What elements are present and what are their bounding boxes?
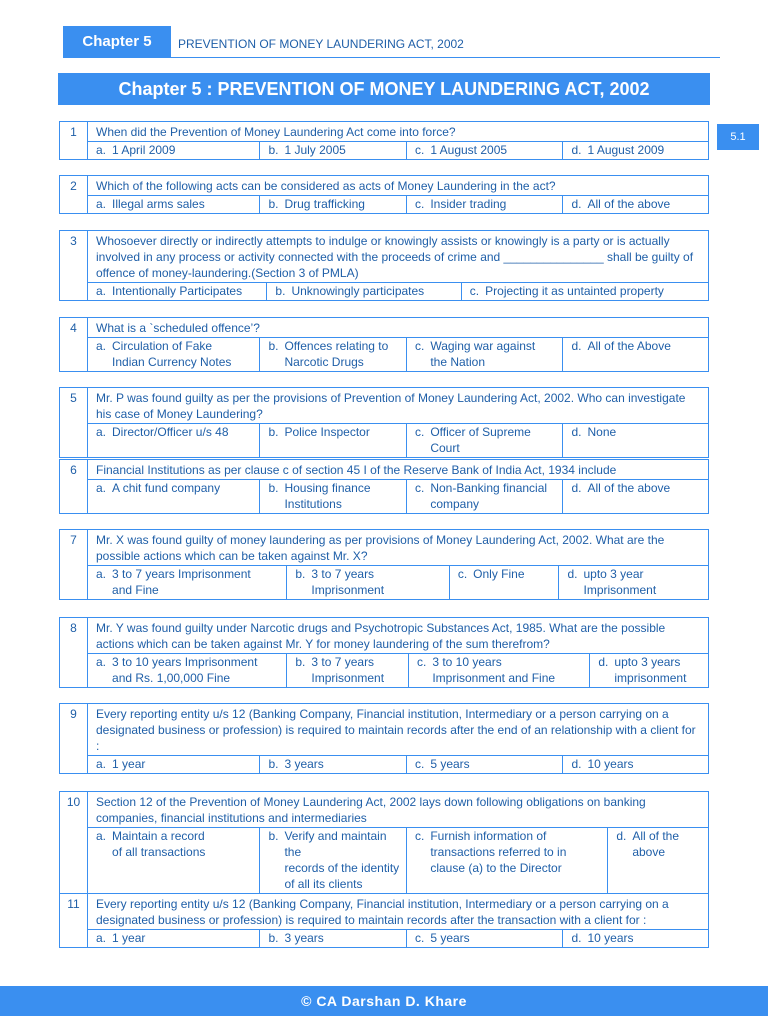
answer-options bbox=[88, 142, 708, 159]
answer-options bbox=[88, 338, 708, 371]
option-letter: c. bbox=[469, 284, 480, 298]
option-letter: b. bbox=[268, 425, 279, 439]
option-text: Offences relating to Narcotic Drugs bbox=[284, 339, 389, 369]
option-letter: a. bbox=[96, 339, 107, 353]
option-letter: c. bbox=[414, 339, 425, 353]
question-number: 10 bbox=[60, 792, 88, 893]
answer-option-d[interactable] bbox=[559, 566, 708, 599]
option-text: Insider trading bbox=[430, 197, 507, 211]
answer-option-b[interactable] bbox=[260, 196, 407, 213]
option-text: 10 years bbox=[587, 757, 634, 771]
answer-option-b[interactable] bbox=[260, 424, 407, 457]
option-text: Furnish information of transactions referred to in clause (a) to the Director bbox=[430, 829, 567, 875]
option-text: Verify and maintain the records of the identity of all its clients bbox=[284, 829, 400, 891]
answer-option-a[interactable] bbox=[88, 828, 260, 893]
answer-option-b[interactable] bbox=[260, 142, 407, 159]
question-8 bbox=[59, 617, 709, 688]
option-letter: c. bbox=[414, 197, 425, 211]
question-number: 5 bbox=[60, 388, 88, 457]
option-letter: a. bbox=[96, 567, 107, 581]
answer-option-a[interactable] bbox=[88, 424, 260, 457]
answer-option-b[interactable] bbox=[287, 654, 409, 687]
option-letter: d. bbox=[571, 757, 582, 771]
option-letter: d. bbox=[571, 425, 582, 439]
option-letter: c. bbox=[414, 829, 425, 843]
option-text: 3 to 10 years Imprisonment and Rs. 1,00,000 Fine bbox=[112, 655, 258, 685]
answer-options bbox=[88, 196, 708, 213]
option-letter: a. bbox=[96, 284, 107, 298]
answer-options bbox=[88, 283, 708, 300]
option-text: 1 August 2009 bbox=[587, 143, 665, 157]
option-text: 1 April 2009 bbox=[112, 143, 176, 157]
answer-option-a[interactable] bbox=[88, 196, 260, 213]
question-2 bbox=[59, 175, 709, 214]
option-letter: d. bbox=[571, 339, 582, 353]
answer-options bbox=[88, 654, 708, 687]
question-number: 3 bbox=[60, 231, 88, 300]
answer-option-c[interactable] bbox=[407, 142, 564, 159]
chapter-tab: Chapter 5 bbox=[63, 26, 171, 57]
answer-option-b[interactable] bbox=[260, 828, 407, 893]
option-letter: b. bbox=[268, 931, 279, 945]
answer-option-c[interactable] bbox=[407, 930, 564, 947]
option-letter: c. bbox=[414, 931, 425, 945]
question-3 bbox=[59, 230, 709, 301]
answer-option-c[interactable] bbox=[407, 828, 608, 893]
option-text: 1 August 2005 bbox=[430, 143, 508, 157]
question-number: 2 bbox=[60, 176, 88, 213]
option-text: Maintain a record of all transactions bbox=[112, 829, 206, 859]
option-text: Non-Banking financial company bbox=[430, 481, 548, 511]
option-letter: b. bbox=[268, 757, 279, 771]
answer-option-a[interactable] bbox=[88, 566, 287, 599]
option-letter: c. bbox=[414, 757, 425, 771]
option-letter: a. bbox=[96, 481, 107, 495]
option-letter: d. bbox=[571, 481, 582, 495]
question-text: Whosoever directly or indirectly attempts to indulge or knowingly assists or knowingly is a party or is actually involved in any process or activity connected with the proceeds of crime and _______________ shall be guilty of offence of money-laundering.(Section 3 of PMLA) bbox=[88, 231, 708, 283]
option-text: Director/Officer u/s 48 bbox=[112, 425, 229, 439]
answer-option-c[interactable] bbox=[409, 654, 590, 687]
question-text: Every reporting entity u/s 12 (Banking Company, Financial institution, Intermediary or a person carrying on a designated business or profession) is required to maintain records after the transaction with a client for : bbox=[88, 894, 708, 930]
answer-option-c[interactable] bbox=[407, 480, 564, 513]
option-letter: a. bbox=[96, 197, 107, 211]
answer-option-b[interactable] bbox=[260, 338, 407, 371]
answer-option-b[interactable] bbox=[260, 756, 407, 773]
option-letter: b. bbox=[295, 567, 306, 581]
option-letter: c. bbox=[414, 143, 425, 157]
option-letter: d. bbox=[571, 931, 582, 945]
answer-option-b[interactable] bbox=[260, 930, 407, 947]
option-text: 1 year bbox=[112, 931, 146, 945]
question-number: 4 bbox=[60, 318, 88, 371]
option-letter: c. bbox=[414, 481, 425, 495]
question-text: Section 12 of the Prevention of Money Laundering Act, 2002 lays down following obligations on banking companies, financial institutions and intermediaries bbox=[88, 792, 708, 828]
question-text: What is a `scheduled offence’? bbox=[88, 318, 708, 338]
question-7 bbox=[59, 529, 709, 600]
answer-option-d[interactable] bbox=[563, 338, 708, 371]
option-text: 3 years bbox=[284, 757, 324, 771]
option-letter: d. bbox=[571, 143, 582, 157]
option-letter: b. bbox=[268, 339, 279, 353]
answer-option-d[interactable] bbox=[563, 142, 708, 159]
option-text: 3 to 10 years Imprisonment and Fine bbox=[432, 655, 556, 685]
question-5 bbox=[59, 387, 709, 458]
option-letter: d. bbox=[571, 197, 582, 211]
question-text: Mr. P was found guilty as per the provisions of Prevention of Money Laundering Act, 2002. Who can investigate his case of Money Laundering? bbox=[88, 388, 708, 424]
answer-option-a[interactable] bbox=[88, 930, 260, 947]
question-4 bbox=[59, 317, 709, 372]
question-text: Mr. Y was found guilty under Narcotic drugs and Psychotropic Substances Act, 1985. What are the possible actions which can be taken against Mr. Y for money laundering of the sum therefrom? bbox=[88, 618, 708, 654]
question-9 bbox=[59, 703, 709, 774]
answer-option-c[interactable] bbox=[407, 424, 564, 457]
answer-option-c[interactable] bbox=[462, 283, 708, 300]
option-text: Drug trafficking bbox=[284, 197, 365, 211]
option-text: upto 3 year Imprisonment bbox=[583, 567, 657, 597]
option-text: 3 to 7 years Imprisonment bbox=[311, 655, 385, 685]
answer-options bbox=[88, 930, 708, 947]
option-letter: a. bbox=[96, 757, 107, 771]
option-text: 3 years bbox=[284, 931, 324, 945]
answer-options bbox=[88, 566, 708, 599]
option-text: A chit fund company bbox=[112, 481, 221, 495]
option-letter: d. bbox=[567, 567, 578, 581]
option-text: Housing finance Institutions bbox=[284, 481, 371, 511]
answer-option-a[interactable] bbox=[88, 142, 260, 159]
answer-option-d[interactable] bbox=[608, 828, 708, 893]
option-letter: b. bbox=[268, 481, 279, 495]
answer-option-b[interactable] bbox=[287, 566, 449, 599]
option-text: Police Inspector bbox=[284, 425, 370, 439]
option-letter: b. bbox=[275, 284, 286, 298]
option-text: All of the above bbox=[632, 829, 680, 859]
answer-options bbox=[88, 424, 708, 457]
answer-option-d[interactable] bbox=[563, 196, 708, 213]
running-title: PREVENTION OF MONEY LAUNDERING ACT, 2002 bbox=[178, 37, 464, 51]
option-letter: d. bbox=[616, 829, 627, 843]
option-text: Only Fine bbox=[473, 567, 525, 581]
question-text: Every reporting entity u/s 12 (Banking Company, Financial institution, Intermediary or a person carrying on a designated business or profession) is required to maintain records after the end of an relationship with a client for : bbox=[88, 704, 708, 756]
option-text: 3 to 7 years Imprisonment bbox=[311, 567, 385, 597]
question-text: Which of the following acts can be considered as acts of Money Laundering in the act? bbox=[88, 176, 708, 196]
answer-option-d[interactable] bbox=[563, 756, 708, 773]
question-number: 8 bbox=[60, 618, 88, 687]
option-letter: b. bbox=[268, 143, 279, 157]
option-text: 10 years bbox=[587, 931, 634, 945]
option-text: 5 years bbox=[430, 931, 470, 945]
option-letter: d. bbox=[598, 655, 609, 669]
option-text: All of the above bbox=[587, 481, 671, 495]
question-text: Mr. X was found guilty of money laundering as per provisions of Money Laundering Act, 2002. What are the possible actions which can be taken against Mr. X? bbox=[88, 530, 708, 566]
option-letter: b. bbox=[268, 829, 279, 843]
question-number: 6 bbox=[60, 460, 88, 513]
option-letter: a. bbox=[96, 829, 107, 843]
question-1 bbox=[59, 121, 709, 160]
answer-option-d[interactable] bbox=[563, 424, 708, 457]
option-letter: c. bbox=[416, 655, 427, 669]
header-divider bbox=[63, 57, 720, 58]
option-text: 1 year bbox=[112, 757, 146, 771]
option-text: None bbox=[587, 425, 617, 439]
option-text: All of the Above bbox=[587, 339, 671, 353]
question-11 bbox=[59, 893, 709, 948]
option-text: Illegal arms sales bbox=[112, 197, 205, 211]
option-letter: c. bbox=[457, 567, 468, 581]
option-text: Unknowingly participates bbox=[291, 284, 425, 298]
option-letter: a. bbox=[96, 931, 107, 945]
footer-copyright: © CA Darshan D. Khare bbox=[0, 986, 768, 1016]
option-text: 1 July 2005 bbox=[284, 143, 346, 157]
answer-option-c[interactable] bbox=[407, 196, 564, 213]
option-letter: b. bbox=[268, 197, 279, 211]
option-text: Intentionally Participates bbox=[112, 284, 243, 298]
option-letter: b. bbox=[295, 655, 306, 669]
answer-option-a[interactable] bbox=[88, 283, 267, 300]
option-text: Officer of Supreme Court bbox=[430, 425, 531, 455]
answer-option-d[interactable] bbox=[563, 930, 708, 947]
answer-option-a[interactable] bbox=[88, 756, 260, 773]
option-letter: a. bbox=[96, 655, 107, 669]
answer-option-b[interactable] bbox=[267, 283, 461, 300]
answer-option-a[interactable] bbox=[88, 480, 260, 513]
option-letter: a. bbox=[96, 143, 107, 157]
question-6 bbox=[59, 459, 709, 514]
option-text: Waging war against the Nation bbox=[430, 339, 536, 369]
answer-options bbox=[88, 828, 708, 893]
question-number: 1 bbox=[60, 122, 88, 159]
answer-options bbox=[88, 480, 708, 513]
answer-option-a[interactable] bbox=[88, 654, 287, 687]
page-number: 5.1 bbox=[717, 124, 759, 150]
answer-option-b[interactable] bbox=[260, 480, 407, 513]
answer-option-d[interactable] bbox=[563, 480, 708, 513]
answer-option-c[interactable] bbox=[407, 756, 564, 773]
answer-option-c[interactable] bbox=[450, 566, 560, 599]
page-title: Chapter 5 : PREVENTION OF MONEY LAUNDERING ACT, 2002 bbox=[58, 73, 710, 105]
option-letter: c. bbox=[414, 425, 425, 439]
question-number: 11 bbox=[60, 894, 88, 947]
option-letter: a. bbox=[96, 425, 107, 439]
option-text: Projecting it as untainted property bbox=[485, 284, 664, 298]
question-10 bbox=[59, 791, 709, 894]
answer-option-a[interactable] bbox=[88, 338, 260, 371]
answer-options bbox=[88, 756, 708, 773]
option-text: upto 3 years imprisonment bbox=[614, 655, 687, 685]
answer-option-c[interactable] bbox=[407, 338, 564, 371]
answer-option-d[interactable] bbox=[590, 654, 708, 687]
question-number: 7 bbox=[60, 530, 88, 599]
question-number: 9 bbox=[60, 704, 88, 773]
question-text: When did the Prevention of Money Laundering Act come into force? bbox=[88, 122, 708, 142]
option-text: 5 years bbox=[430, 757, 470, 771]
option-text: Circulation of Fake Indian Currency Notes bbox=[112, 339, 232, 369]
question-text: Financial Institutions as per clause c of section 45 I of the Reserve Bank of India Act, 1934 include bbox=[88, 460, 708, 480]
option-text: All of the above bbox=[587, 197, 671, 211]
option-text: 3 to 7 years Imprisonment and Fine bbox=[112, 567, 251, 597]
